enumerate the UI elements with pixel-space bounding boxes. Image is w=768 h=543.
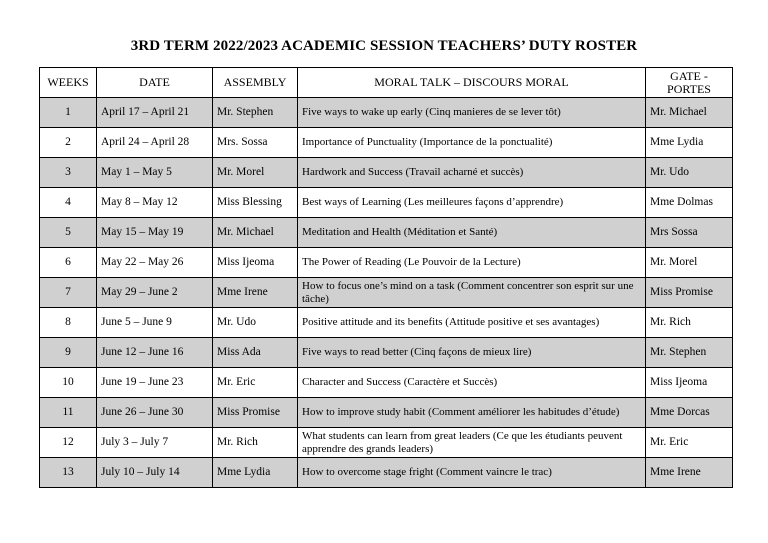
date-cell: July 3 – July 7 [97, 428, 213, 458]
assembly-cell: Mme Lydia [213, 458, 298, 488]
date-cell: May 22 – May 26 [97, 248, 213, 278]
roster-body [40, 98, 733, 488]
date-cell: June 19 – June 23 [97, 368, 213, 398]
moral-talk-cell: Five ways to wake up early (Cinq manieres de se lever tôt) [298, 98, 646, 128]
assembly-cell: Mr. Rich [213, 428, 298, 458]
table-row [40, 398, 733, 428]
moral-talk-cell: Five ways to read better (Cinq façons de mieux lire) [298, 338, 646, 368]
duty-roster-table [39, 67, 733, 488]
moral-talk-cell: How to overcome stage fright (Comment vaincre le trac) [298, 458, 646, 488]
table-row [40, 278, 733, 308]
gate-cell: Mr. Michael [646, 98, 733, 128]
date-cell: April 24 – April 28 [97, 128, 213, 158]
gate-cell: Miss Ijeoma [646, 368, 733, 398]
table-row [40, 218, 733, 248]
gate-cell: Miss Promise [646, 278, 733, 308]
assembly-cell: Miss Blessing [213, 188, 298, 218]
gate-cell: Mr. Udo [646, 158, 733, 188]
assembly-cell: Mr. Stephen [213, 98, 298, 128]
moral-talk-cell: Importance of Punctuality (Importance de la ponctualité) [298, 128, 646, 158]
gate-cell: Mr. Stephen [646, 338, 733, 368]
moral-talk-cell: Character and Success (Caractère et Succès) [298, 368, 646, 398]
header-row [40, 68, 733, 98]
table-row [40, 248, 733, 278]
week-cell: 3 [40, 158, 97, 188]
date-cell: May 1 – May 5 [97, 158, 213, 188]
week-cell: 9 [40, 338, 97, 368]
week-cell: 12 [40, 428, 97, 458]
gate-cell: Mr. Morel [646, 248, 733, 278]
header-assembly: ASSEMBLY [213, 68, 298, 98]
gate-cell: Mr. Rich [646, 308, 733, 338]
header-weeks: WEEKS [40, 68, 97, 98]
assembly-cell: Mme Irene [213, 278, 298, 308]
gate-cell: Mr. Eric [646, 428, 733, 458]
table-row [40, 98, 733, 128]
gate-cell: Mrs Sossa [646, 218, 733, 248]
date-cell: June 5 – June 9 [97, 308, 213, 338]
date-cell: May 29 – June 2 [97, 278, 213, 308]
date-cell: June 12 – June 16 [97, 338, 213, 368]
assembly-cell: Miss Ada [213, 338, 298, 368]
week-cell: 11 [40, 398, 97, 428]
assembly-cell: Mr. Eric [213, 368, 298, 398]
date-cell: June 26 – June 30 [97, 398, 213, 428]
assembly-cell: Mr. Udo [213, 308, 298, 338]
date-cell: May 8 – May 12 [97, 188, 213, 218]
moral-talk-cell: Hardwork and Success (Travail acharné et succès) [298, 158, 646, 188]
date-cell: July 10 – July 14 [97, 458, 213, 488]
moral-talk-cell: What students can learn from great leaders (Ce que les étudiants peuvent apprendre des grands leaders) [298, 428, 646, 458]
header-gate: GATE - PORTES [646, 68, 733, 98]
date-cell: May 15 – May 19 [97, 218, 213, 248]
table-row [40, 368, 733, 398]
gate-cell: Mme Irene [646, 458, 733, 488]
assembly-cell: Mr. Michael [213, 218, 298, 248]
week-cell: 10 [40, 368, 97, 398]
date-cell: April 17 – April 21 [97, 98, 213, 128]
table-row [40, 158, 733, 188]
week-cell: 1 [40, 98, 97, 128]
moral-talk-cell: Positive attitude and its benefits (Attitude positive et ses avantages) [298, 308, 646, 338]
moral-talk-cell: Meditation and Health (Méditation et Santé) [298, 218, 646, 248]
week-cell: 7 [40, 278, 97, 308]
moral-talk-cell: How to improve study habit (Comment améliorer les habitudes d’étude) [298, 398, 646, 428]
assembly-cell: Miss Promise [213, 398, 298, 428]
gate-cell: Mme Dorcas [646, 398, 733, 428]
moral-talk-cell: Best ways of Learning (Les meilleures façons d’apprendre) [298, 188, 646, 218]
week-cell: 8 [40, 308, 97, 338]
assembly-cell: Miss Ijeoma [213, 248, 298, 278]
moral-talk-cell: The Power of Reading (Le Pouvoir de la Lecture) [298, 248, 646, 278]
table-row [40, 458, 733, 488]
week-cell: 6 [40, 248, 97, 278]
week-cell: 2 [40, 128, 97, 158]
moral-talk-cell: How to focus one’s mind on a task (Comment concentrer son esprit sur une tâche) [298, 278, 646, 308]
week-cell: 4 [40, 188, 97, 218]
gate-cell: Mme Lydia [646, 128, 733, 158]
table-row [40, 428, 733, 458]
page-title: 3RD TERM 2022/2023 ACADEMIC SESSION TEACHERS’ DUTY ROSTER [130, 38, 638, 54]
gate-cell: Mme Dolmas [646, 188, 733, 218]
header-moral-talk: MORAL TALK – DISCOURS MORAL [298, 68, 646, 98]
table-row [40, 188, 733, 218]
table-row [40, 338, 733, 368]
assembly-cell: Mrs. Sossa [213, 128, 298, 158]
week-cell: 13 [40, 458, 97, 488]
assembly-cell: Mr. Morel [213, 158, 298, 188]
header-date: DATE [97, 68, 213, 98]
table-row [40, 308, 733, 338]
week-cell: 5 [40, 218, 97, 248]
table-row [40, 128, 733, 158]
